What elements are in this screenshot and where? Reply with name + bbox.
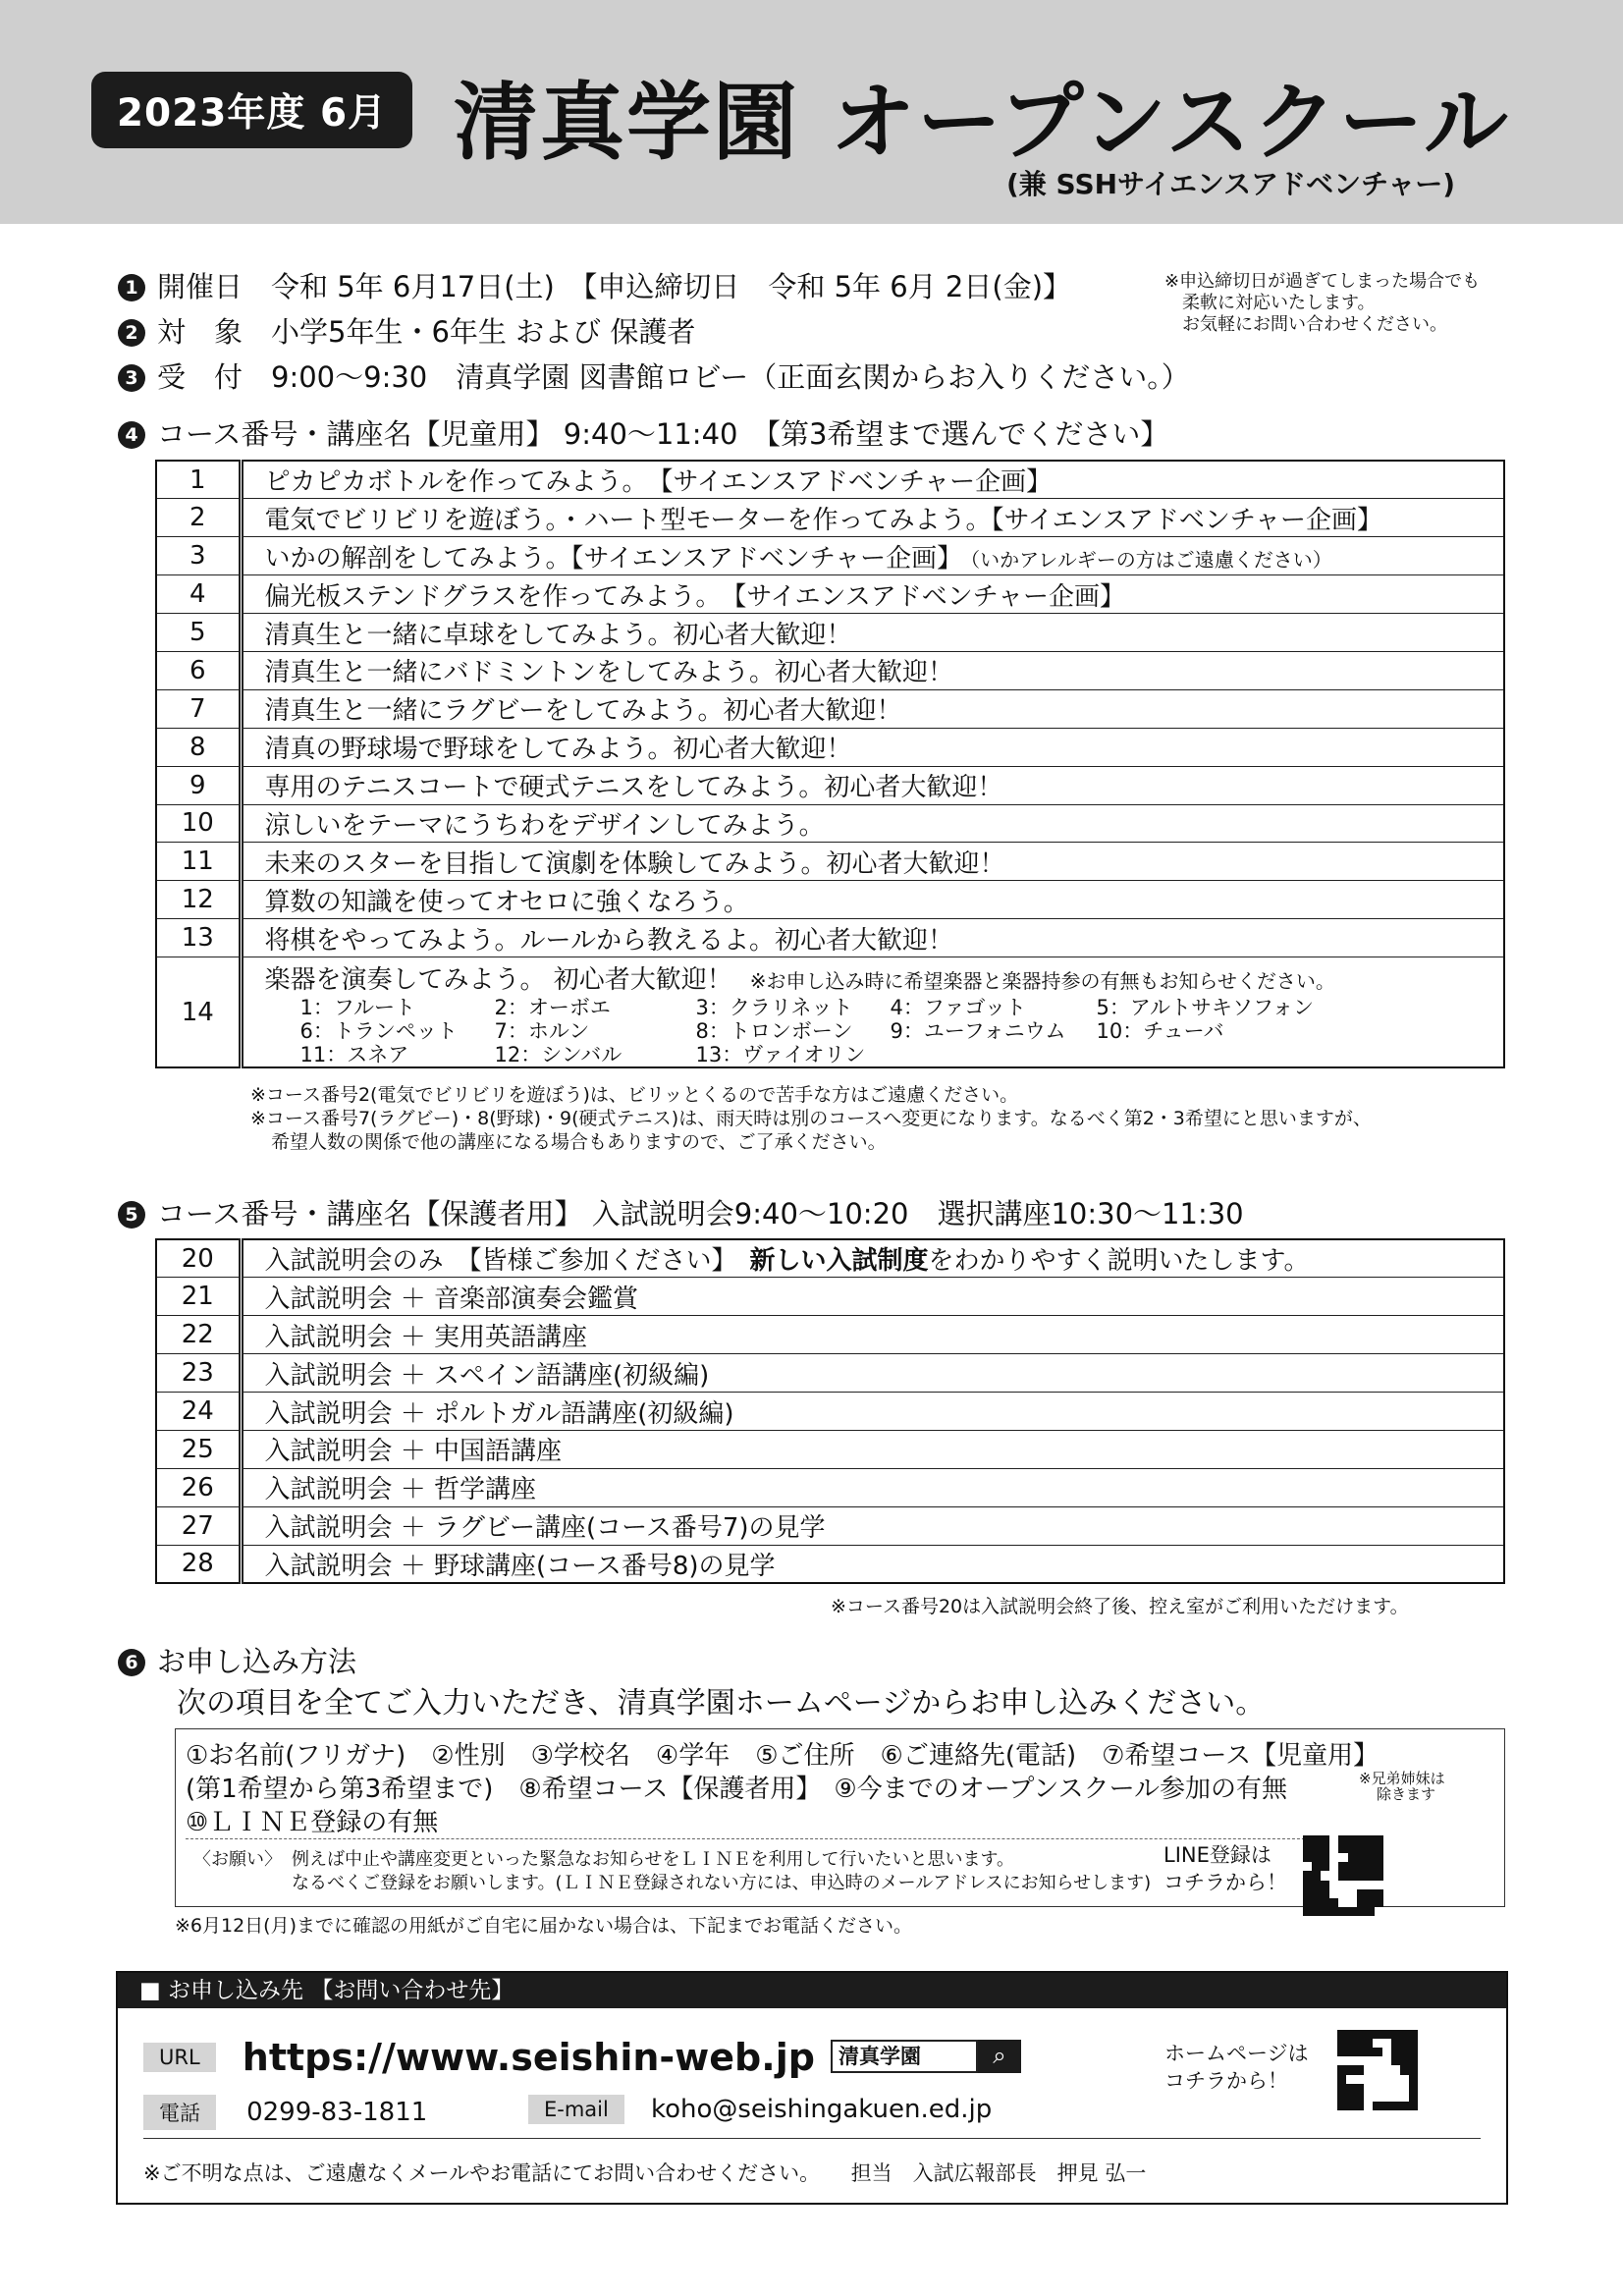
apply-intro: 次の項目を全てご入力いただき、清真学園ホームページからお申し込みください。	[177, 1686, 1266, 1721]
children-heading	[118, 412, 1168, 453]
deadline-note-3: お気軽にお問い合わせください。	[1182, 314, 1447, 335]
sibling-note: ※兄弟姉妹は 除きます	[1359, 1770, 1445, 1803]
course-number: 21	[156, 1278, 241, 1316]
request-label: 〈お願い〉	[193, 1849, 282, 1870]
tel-row	[143, 2095, 427, 2130]
reception-text: 受 付 9:00〜9:30 清真学園 図書館ロビー（正面玄関からお入りください。）	[157, 360, 1190, 394]
email-row	[528, 2095, 992, 2124]
dashed-divider	[186, 1838, 1334, 1839]
year-badge: 2023年度 6月	[91, 72, 412, 148]
course-text: 将棋をやってみよう。ルールから教えるよ。初心者大歓迎！	[241, 919, 1504, 957]
homepage-text: ホームページは コチラから！	[1164, 2042, 1309, 2093]
course-number: 14	[156, 957, 241, 1068]
table-row	[156, 766, 1504, 804]
parents-course-table	[155, 1238, 1505, 1584]
instrument-item: 7：ホルン	[494, 1019, 590, 1044]
course-number: 4	[156, 575, 241, 614]
course-text: 清真生と一緒に卓球をしてみよう。初心者大歓迎！	[241, 614, 1504, 652]
table-row	[156, 1506, 1504, 1545]
contact-box	[116, 1971, 1508, 2205]
apply-items-line-2: (第1希望から第3希望まで) ⑧希望コース【保護者用】 ⑨今までのオープンスクール参加の有無	[186, 1775, 1288, 1804]
number-badge-6: 6	[118, 1649, 145, 1676]
course-text: 入試説明会 ＋ 音楽部演奏会鑑賞	[241, 1278, 1504, 1316]
instrument-item: 1：フルート	[299, 996, 416, 1020]
instrument-item: 8：トロンボーン	[695, 1019, 853, 1044]
course-text: 清真生と一緒にバドミントンをしてみよう。初心者大歓迎！	[241, 651, 1504, 689]
course-text: 入試説明会 ＋ ラグビー講座(コース番号7)の見学	[241, 1506, 1504, 1545]
instrument-note: ※お申し込み時に希望楽器と楽器持参の有無もお知らせください。	[749, 969, 1335, 994]
apply-items-box	[175, 1728, 1505, 1907]
deadline-note-2: 柔軟に対応いたします。	[1182, 293, 1376, 313]
instrument-item: 4：ファゴット	[890, 996, 1027, 1020]
instrument-item: 5：アルトサキソフォン	[1096, 996, 1314, 1020]
course-number: 8	[156, 728, 241, 766]
course-number: 11	[156, 843, 241, 881]
deadline-note-1: ※申込締切日が過ぎてしまった場合でも	[1164, 271, 1481, 292]
course-number: 23	[156, 1354, 241, 1393]
instrument-item: 2：オーボエ	[494, 996, 611, 1020]
course-number: 28	[156, 1545, 241, 1583]
number-badge-1: 1	[118, 274, 145, 301]
children-course-table	[155, 460, 1505, 1068]
table-row	[156, 1468, 1504, 1506]
children-note-2: ※コース番号7(ラグビー)・8(野球)・9(硬式テニス)は、雨天時は別のコースへ変更になります。なるべく第2・3希望にと思いますが、	[250, 1108, 1372, 1129]
footer-divider	[143, 2138, 1481, 2139]
course-number: 5	[156, 614, 241, 652]
date-line	[118, 265, 1071, 305]
course-number: 1	[156, 461, 241, 499]
course-text: 涼しいをテーマにうちわをデザインしてみよう。	[241, 804, 1504, 843]
instrument-item: 12：シンバル	[494, 1043, 622, 1067]
course-number: 3	[156, 537, 241, 575]
instrument-list	[265, 996, 1504, 1066]
course-number: 24	[156, 1393, 241, 1431]
table-row	[156, 689, 1504, 728]
course-highlight: 新しい入試制度	[749, 1246, 929, 1277]
course-text: 入試説明会 ＋ 実用英語講座	[241, 1316, 1504, 1354]
date-text: 開催日 令和 5年 6月17日(土) 【申込締切日 令和 5年 6月 2日(金)】	[157, 270, 1072, 303]
course-number: 22	[156, 1316, 241, 1354]
instrument-item: 13：ヴァイオリン	[695, 1043, 866, 1067]
instrument-item: 9：ユーフォニウム	[890, 1019, 1066, 1044]
apply-heading-text: お申し込み方法	[157, 1645, 357, 1678]
course-number: 12	[156, 881, 241, 919]
table-row	[156, 957, 1504, 1068]
number-badge-3: 3	[118, 364, 145, 392]
request-line-2: なるべくご登録をお願いします。(ＬＩＮＥ登録されない方には、申込時のメールアドレスにお知らせします)	[292, 1873, 1152, 1893]
course-text: 清真の野球場で野球をしてみよう。初心者大歓迎！	[241, 728, 1504, 766]
course-number: 13	[156, 919, 241, 957]
table-row	[156, 614, 1504, 652]
course-number: 9	[156, 766, 241, 804]
instrument-item: 3：クラリネット	[695, 996, 853, 1020]
homepage-qr-code[interactable]	[1337, 2030, 1418, 2110]
table-row	[156, 1545, 1504, 1583]
header-banner	[0, 0, 1623, 224]
table-row	[156, 1316, 1504, 1354]
reception-line	[118, 355, 1190, 396]
course-text: 入試説明会 ＋ スペイン語講座(初級編)	[241, 1354, 1504, 1393]
request-line-1: 例えば中止や講座変更といった緊急なお知らせをＬＩＮＥを利用して行いたいと思います。	[292, 1849, 1015, 1870]
parents-note: ※コース番号20は入試説明会終了後、控え室がご利用いただけます。	[831, 1596, 1409, 1617]
page-title: 清真学園 オープンスクール	[454, 74, 1510, 172]
course-number: 10	[156, 804, 241, 843]
table-row	[156, 651, 1504, 689]
instrument-item: 10：チューバ	[1096, 1019, 1224, 1044]
website-link[interactable]: https://www.seishin-web.jp	[242, 2036, 815, 2079]
course-text: 入試説明会のみ 【皆様ご参加ください】 新しい入試制度をわかりやすく説明いたします。	[264, 1246, 1310, 1277]
table-row	[156, 537, 1504, 575]
course-text: 入試説明会 ＋ 哲学講座	[241, 1468, 1504, 1506]
course-number: 25	[156, 1430, 241, 1468]
apply-heading	[118, 1640, 356, 1680]
children-note-3: 希望人数の関係で他の講座になる場合もありますので、ご了承ください。	[271, 1131, 887, 1153]
search-icon[interactable]: ⌕	[978, 2040, 1021, 2073]
number-badge-4: 4	[118, 421, 145, 449]
search-box[interactable]	[831, 2040, 1021, 2073]
course-text: 入試説明会 ＋ 中国語講座	[241, 1430, 1504, 1468]
table-row	[156, 804, 1504, 843]
apply-items-line-1: ①お名前(フリガナ) ②性別 ③学校名 ④学年 ⑤ご住所 ⑥ご連絡先(電話) ⑦希望コース【児童用】	[186, 1741, 1380, 1771]
instrument-item: 6：トランペット	[299, 1019, 458, 1044]
course-text: 清真生と一緒にラグビーをしてみよう。初心者大歓迎！	[241, 689, 1504, 728]
course-number: 2	[156, 499, 241, 537]
table-row	[156, 843, 1504, 881]
table-row	[156, 1393, 1504, 1431]
course-number: 20	[156, 1239, 241, 1278]
tel-number[interactable]: 0299-83-1811	[246, 2098, 428, 2127]
email-label: E-mail	[528, 2095, 624, 2124]
footer-text: ※ご不明な点は、ご遠慮なくメールやお電話にてお問い合わせください。 担当 入試広報部長 押見 弘一	[143, 2161, 1147, 2185]
course-text: 未来のスターを目指して演劇を体験してみよう。初心者大歓迎！	[241, 843, 1504, 881]
table-row	[156, 881, 1504, 919]
target-line	[118, 310, 695, 351]
instrument-item: 11：スネア	[299, 1043, 409, 1067]
url-row	[143, 2036, 815, 2079]
parents-heading	[118, 1192, 1244, 1232]
course-text: 算数の知識を使ってオセロに強くなろう。	[241, 881, 1504, 919]
parents-heading-text: コース番号・講座名【保護者用】 入試説明会9:40〜10:20 選択講座10:30〜11:30	[157, 1197, 1244, 1230]
table-row	[156, 1239, 1504, 1278]
table-row	[156, 575, 1504, 614]
table-row	[156, 461, 1504, 499]
course-number: 27	[156, 1506, 241, 1545]
course-number: 6	[156, 651, 241, 689]
confirm-note: ※6月12日(月)までに確認の用紙がご自宅に届かない場合は、下記までお電話ください。	[175, 1915, 913, 1937]
children-note-1: ※コース番号2(電気でビリビリを遊ぼう)は、ビリッとくるので苦手な方はご遠慮ください。	[250, 1084, 1019, 1106]
course-text: 電気でビリビリを遊ぼう。・ハート型モーターを作ってみよう。【サイエンスアドベンチャー企画】	[241, 499, 1504, 537]
course-text: 楽器を演奏してみよう。 初心者大歓迎！ ※お申し込み時に希望楽器と楽器持参の有無もお知らせください。 1：フルート 2：オーボエ 3：クラリネット 4：ファゴット 5：アルトサキソフォン 6：トランペット 7：ホルン 8：トロンボーン 9：ユーフォニウム 10：チューバ 11：スネア 12：シンバル 13：ヴァイオリン	[241, 957, 1504, 1068]
page-subtitle: (兼 SSHサイエンスアドベンチャー)	[1006, 168, 1456, 200]
number-badge-2: 2	[118, 319, 145, 347]
table-row	[156, 1278, 1504, 1316]
line-register-text: LINE登録は コチラから！	[1163, 1843, 1287, 1894]
target-text: 対 象 小学5年生・6年生 および 保護者	[157, 315, 696, 349]
course-text: いかの解剖をしてみよう。【サイエンスアドベンチャー企画】 （いかアレルギーの方はご遠慮ください）	[241, 537, 1504, 575]
course-number: 26	[156, 1468, 241, 1506]
table-row	[156, 919, 1504, 957]
course-text: 入試説明会 ＋ ポルトガル語講座(初級編)	[241, 1393, 1504, 1431]
children-heading-text: コース番号・講座名【児童用】 9:40〜11:40 【第3希望まで選んでください】	[157, 417, 1169, 451]
deadline-note	[1164, 271, 1480, 336]
url-label: URL	[143, 2043, 216, 2072]
table-row	[156, 1354, 1504, 1393]
apply-items-line-3: ⑩ＬＩＮＥ登録の有無	[186, 1808, 439, 1837]
course-text: 偏光板ステンドグラスを作ってみよう。 【サイエンスアドベンチャー企画】	[241, 575, 1504, 614]
course-note: （いかアレルギーの方はご遠慮ください）	[970, 547, 1332, 572]
course-text: ピカピカボトルを作ってみよう。 【サイエンスアドベンチャー企画】	[264, 467, 1053, 498]
number-badge-5: 5	[118, 1201, 145, 1229]
table-row	[156, 728, 1504, 766]
course-text: 専用のテニスコートで硬式テニスをしてみよう。初心者大歓迎！	[241, 766, 1504, 804]
contact-bar: ■ お申し込み先 【お問い合わせ先】	[118, 1973, 1506, 2008]
course-text: 入試説明会 ＋ 野球講座(コース番号8)の見学	[241, 1545, 1504, 1583]
course-number: 7	[156, 689, 241, 728]
table-row	[156, 1430, 1504, 1468]
tel-label: 電話	[143, 2095, 216, 2130]
table-row	[156, 499, 1504, 537]
line-qr-code[interactable]	[1303, 1835, 1383, 1916]
search-input[interactable]: 清真学園	[831, 2040, 978, 2073]
email-address[interactable]: koho@seishingakuen.ed.jp	[650, 2095, 993, 2124]
